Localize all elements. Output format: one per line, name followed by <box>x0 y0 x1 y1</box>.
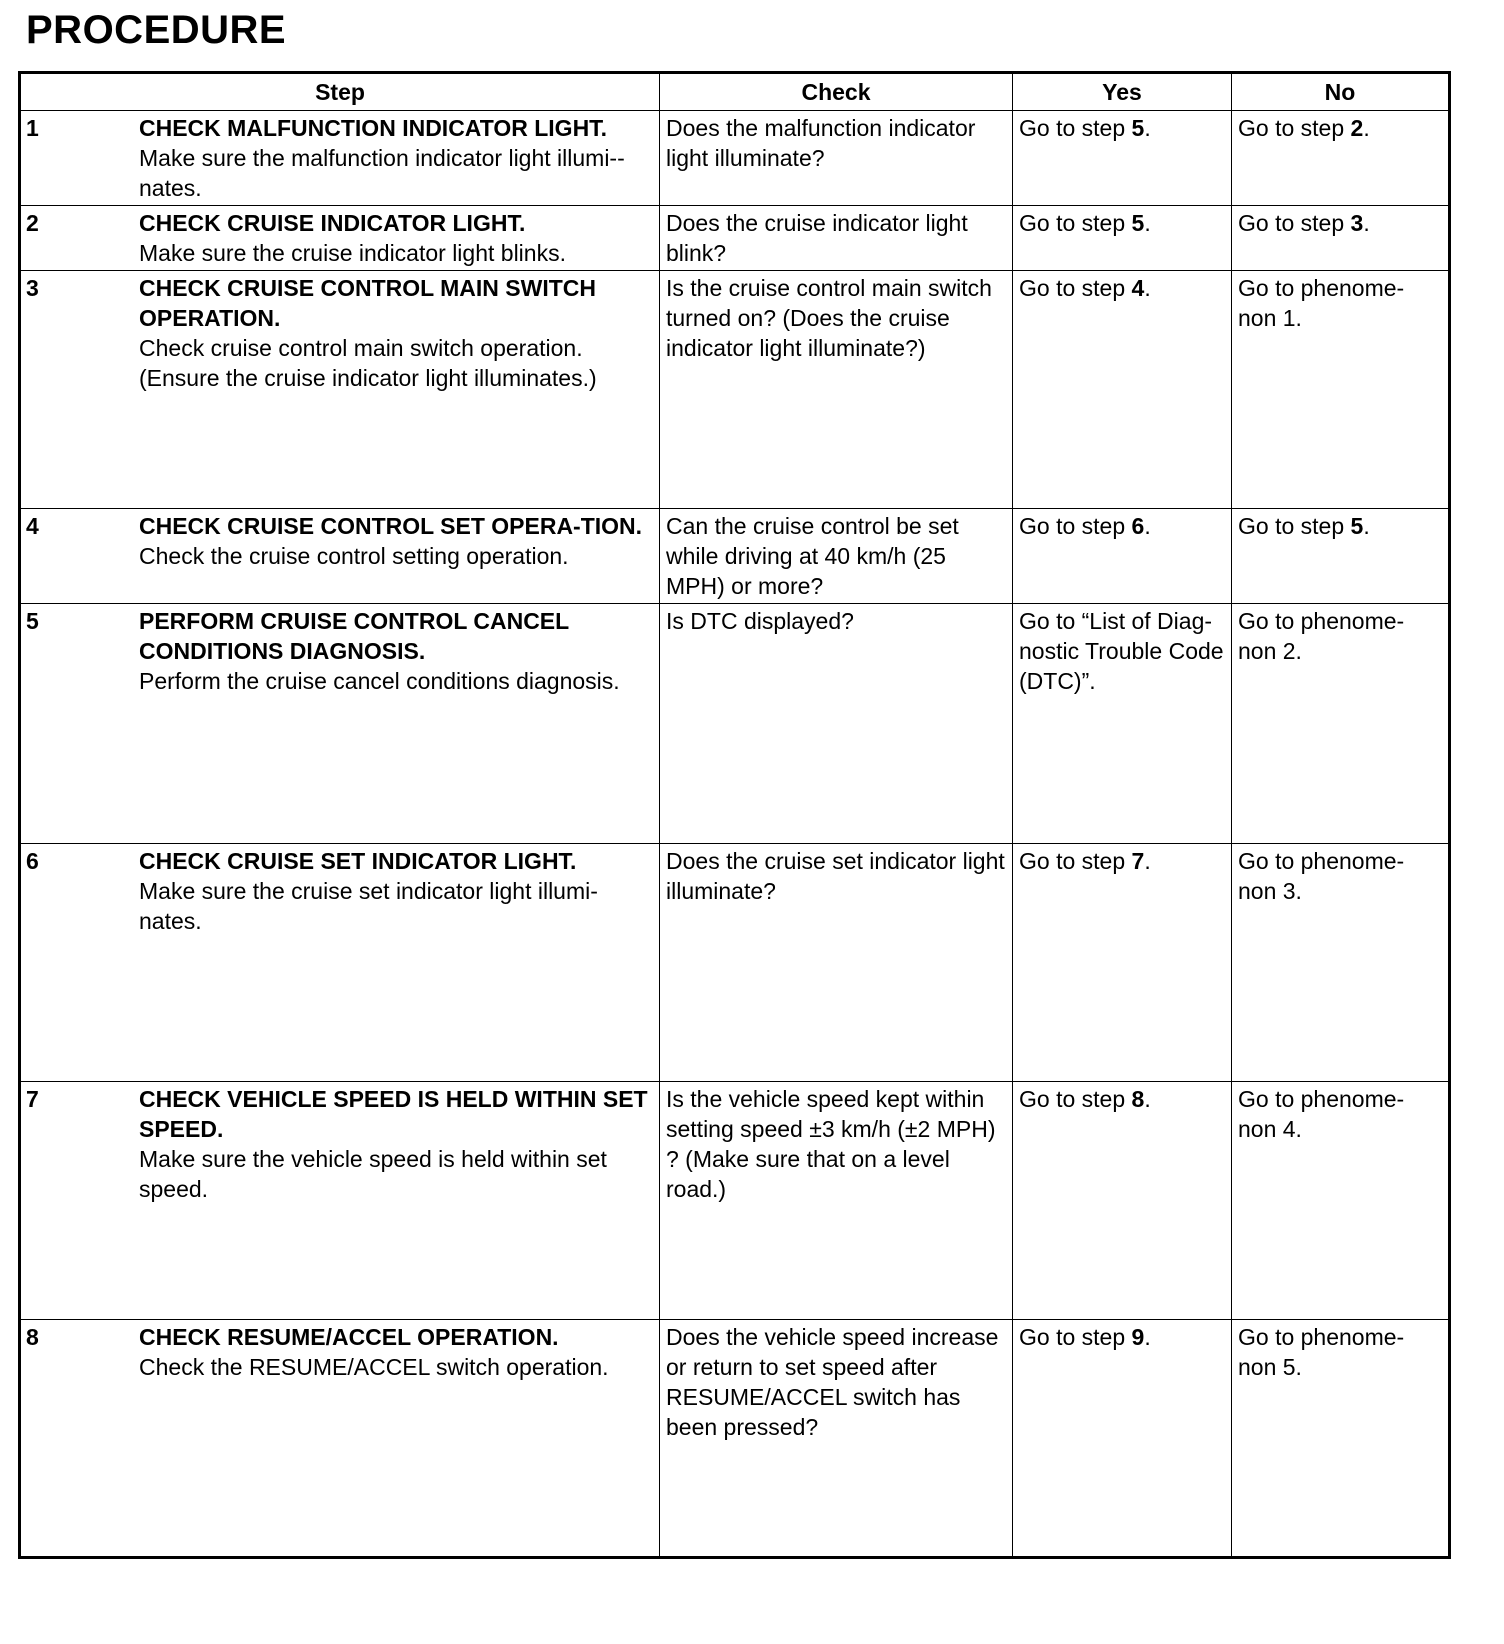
step-title: PERFORM CRUISE CONTROL CANCEL CONDITIONS DIAGNOSIS. <box>139 608 569 664</box>
yes-step-ref: 5 <box>1131 115 1145 141</box>
step-title: CHECK CRUISE SET INDICATOR LIGHT. <box>139 848 577 874</box>
step-title: CHECK VEHICLE SPEED IS HELD WITHIN SET SPEED. <box>139 1086 648 1142</box>
yes-suffix: . <box>1144 513 1151 539</box>
check-cell: Is the cruise control main switch turned on? (Does the cruise indicator light illuminate?) <box>660 271 1013 509</box>
table-header-row <box>20 73 1450 111</box>
yes-cell <box>1013 206 1232 271</box>
no-cell <box>1232 1082 1450 1320</box>
step-description: Check cruise control main switch operation. (Ensure the cruise indicator light illuminates.) <box>139 335 597 391</box>
yes-text: Go to step <box>1019 1324 1132 1350</box>
table-row <box>20 1320 1450 1558</box>
table-row <box>20 206 1450 271</box>
page-title: PROCEDURE <box>26 8 287 52</box>
check-cell: Does the vehicle speed increase or return to set speed after RESUME/ACCEL switch has been pressed? <box>660 1320 1013 1558</box>
yes-suffix: . <box>1144 1324 1151 1350</box>
no-cell <box>1232 111 1450 206</box>
step-description: Check the cruise control setting operation. <box>139 543 569 569</box>
check-cell: Is the vehicle speed kept within setting speed ±3 km/h (±2 MPH) ? (Make sure that on a level road.) <box>660 1082 1013 1320</box>
no-cell <box>1232 509 1450 604</box>
step-cell <box>20 206 660 271</box>
step-description: Make sure the cruise indicator light blinks. <box>139 240 566 266</box>
yes-cell <box>1013 111 1232 206</box>
step-number: 4 <box>26 513 39 539</box>
step-title: CHECK CRUISE CONTROL MAIN SWITCH OPERATION. <box>139 275 597 331</box>
yes-text: Go to step <box>1019 115 1132 141</box>
step-title: CHECK MALFUNCTION INDICATOR LIGHT. <box>139 115 608 141</box>
yes-cell <box>1013 1082 1232 1320</box>
step-cell <box>20 1082 660 1320</box>
yes-suffix: . <box>1144 275 1151 301</box>
step-description: Make sure the malfunction indicator light illumi-nates. <box>139 145 625 201</box>
step-title: CHECK CRUISE INDICATOR LIGHT. <box>139 210 526 236</box>
yes-text: Go to step <box>1019 275 1132 301</box>
no-text: Go to phenome-non 2. <box>1238 608 1405 664</box>
step-cell <box>20 604 660 844</box>
step-title: CHECK CRUISE CONTROL SET OPERA-TION. <box>139 513 643 539</box>
check-cell: Can the cruise control be set while driving at 40 km/h (25 MPH) or more? <box>660 509 1013 604</box>
no-step-ref: 3 <box>1350 210 1364 236</box>
step-cell <box>20 111 660 206</box>
yes-suffix: . <box>1144 115 1151 141</box>
no-cell <box>1232 271 1450 509</box>
yes-text: Go to step <box>1019 210 1132 236</box>
yes-cell <box>1013 844 1232 1082</box>
table-row <box>20 271 1450 509</box>
table-row <box>20 111 1450 206</box>
check-cell: Does the malfunction indicator light illuminate? <box>660 111 1013 206</box>
header-check: Check <box>660 73 1013 111</box>
yes-suffix: . <box>1144 848 1151 874</box>
no-text: Go to step <box>1238 210 1351 236</box>
no-suffix: . <box>1363 115 1370 141</box>
no-text: Go to phenome-non 5. <box>1238 1324 1405 1380</box>
yes-cell <box>1013 271 1232 509</box>
no-step-ref: 5 <box>1350 513 1364 539</box>
yes-step-ref: 8 <box>1131 1086 1145 1112</box>
check-cell: Is DTC displayed? <box>660 604 1013 844</box>
no-text: Go to phenome-non 4. <box>1238 1086 1405 1142</box>
step-description: Make sure the cruise set indicator light illumi-nates. <box>139 878 598 934</box>
header-yes: Yes <box>1013 73 1232 111</box>
no-text: Go to phenome-non 1. <box>1238 275 1405 331</box>
step-number: 1 <box>26 115 39 141</box>
step-description: Perform the cruise cancel conditions diagnosis. <box>139 668 620 694</box>
yes-suffix: . <box>1144 1086 1151 1112</box>
yes-step-ref: 7 <box>1131 848 1145 874</box>
table-row <box>20 844 1450 1082</box>
step-cell <box>20 509 660 604</box>
no-cell <box>1232 844 1450 1082</box>
no-cell <box>1232 604 1450 844</box>
table-row <box>20 604 1450 844</box>
yes-step-ref: 6 <box>1131 513 1145 539</box>
header-step: Step <box>20 73 660 111</box>
check-cell: Does the cruise set indicator light illuminate? <box>660 844 1013 1082</box>
yes-step-ref: 5 <box>1131 210 1145 236</box>
no-cell <box>1232 206 1450 271</box>
yes-text: Go to step <box>1019 848 1132 874</box>
step-number: 7 <box>26 1086 39 1112</box>
step-cell <box>20 844 660 1082</box>
step-number: 2 <box>26 210 39 236</box>
step-number: 5 <box>26 608 39 634</box>
check-cell: Does the cruise indicator light blink? <box>660 206 1013 271</box>
yes-text: Go to “List of Diag-nostic Trouble Code (DTC)”. <box>1019 608 1224 694</box>
table-row <box>20 509 1450 604</box>
step-number: 6 <box>26 848 39 874</box>
step-description: Check the RESUME/ACCEL switch operation. <box>139 1354 609 1380</box>
procedure-table <box>18 71 1451 1559</box>
yes-cell <box>1013 604 1232 844</box>
step-number: 8 <box>26 1324 39 1350</box>
table-row <box>20 1082 1450 1320</box>
no-cell <box>1232 1320 1450 1558</box>
yes-text: Go to step <box>1019 513 1132 539</box>
step-description: Make sure the vehicle speed is held within set speed. <box>139 1146 607 1202</box>
yes-step-ref: 9 <box>1131 1324 1145 1350</box>
step-cell <box>20 1320 660 1558</box>
no-text: Go to step <box>1238 513 1351 539</box>
yes-suffix: . <box>1144 210 1151 236</box>
yes-step-ref: 4 <box>1131 275 1145 301</box>
step-title: CHECK RESUME/ACCEL OPERATION. <box>139 1324 559 1350</box>
yes-cell <box>1013 1320 1232 1558</box>
no-suffix: . <box>1363 513 1370 539</box>
yes-cell <box>1013 509 1232 604</box>
no-text: Go to step <box>1238 115 1351 141</box>
no-text: Go to phenome-non 3. <box>1238 848 1405 904</box>
no-step-ref: 2 <box>1350 115 1364 141</box>
yes-text: Go to step <box>1019 1086 1132 1112</box>
no-suffix: . <box>1363 210 1370 236</box>
step-cell <box>20 271 660 509</box>
step-number: 3 <box>26 275 39 301</box>
header-no: No <box>1232 73 1450 111</box>
